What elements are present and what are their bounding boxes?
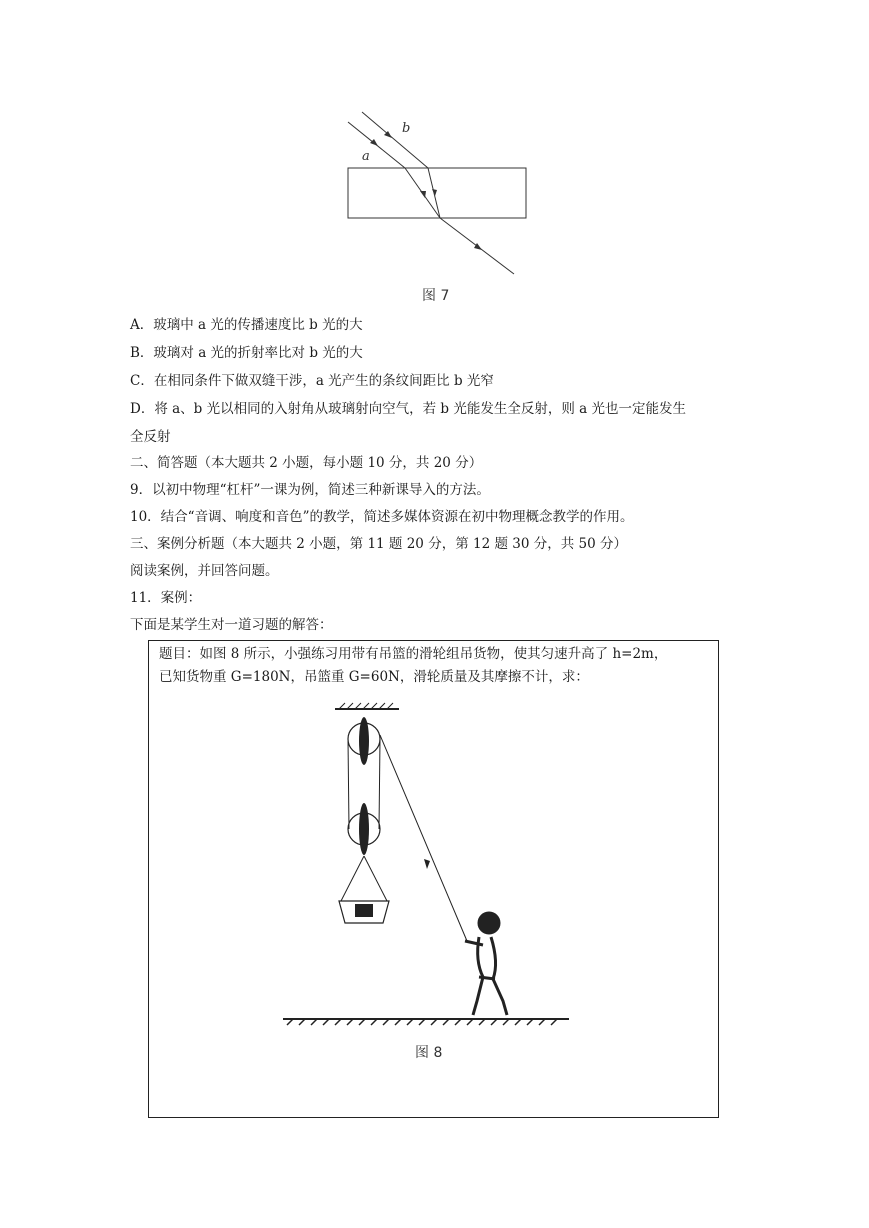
arrow-a <box>370 139 378 146</box>
option-a: A．玻璃中 a 光的传播速度比 b 光的大 <box>130 317 363 333</box>
figure-8-caption: 图 8 <box>415 1045 443 1061</box>
label-b: b <box>402 121 411 136</box>
option-d: D．将 a、b 光以相同的入射角从玻璃射向空气，若 b 光能发生全反射，则 a 光也一定能发生 <box>130 401 686 417</box>
question-11: 11．案例： <box>130 590 202 606</box>
person <box>465 913 507 1015</box>
section-3-heading: 三、案例分析题（本大题共 2 小题，第 11 题 20 分，第 12 题 30 分，共 50 分） <box>130 536 627 552</box>
problem-line-2: 已知货物重 G=180N，吊篮重 G=60N，滑轮质量及其摩擦不计，求： <box>159 669 589 685</box>
section-3-instruction: 阅读案例，并回答问题。 <box>130 563 279 579</box>
problem-line-1: 题目：如图 8 所示，小强练习用带有吊篮的滑轮组吊货物，使其匀速升高了 h=2m， <box>159 646 668 662</box>
fixed-pulley-rope <box>359 717 369 765</box>
rope-left <box>348 739 349 829</box>
movable-pulley-rope <box>359 803 369 855</box>
figure-7-caption: 图 7 <box>422 288 450 304</box>
option-d-cont: 全反射 <box>130 429 171 445</box>
label-a: a <box>362 149 370 164</box>
basket-rope-right <box>364 856 387 901</box>
question-10: 10．结合“音调、响度和音色”的教学，简述多媒体资源在初中物理概念教学的作用。 <box>130 509 634 525</box>
pull-rope-arrow <box>424 859 430 869</box>
basket-rope-left <box>341 856 364 901</box>
arrow-a-in <box>420 191 426 198</box>
figure-7 <box>330 108 540 308</box>
glass-slab <box>348 168 526 218</box>
cargo <box>355 904 373 917</box>
rope-right-inner <box>379 739 380 829</box>
option-c: C．在相同条件下做双缝干涉，a 光产生的条纹间距比 b 光窄 <box>130 373 494 389</box>
problem-box <box>148 640 719 1118</box>
pull-rope <box>380 735 467 941</box>
section-2-heading: 二、简答题（本大题共 2 小题，每小题 10 分，共 20 分） <box>130 455 483 471</box>
case-intro: 下面是某学生对一道习题的解答： <box>130 617 333 633</box>
option-b: B．玻璃对 a 光的折射率比对 b 光的大 <box>130 345 363 361</box>
question-9: 9．以初中物理“杠杆”一课为例，简述三种新课导入的方法。 <box>130 482 490 498</box>
figure-8 <box>279 701 579 1076</box>
